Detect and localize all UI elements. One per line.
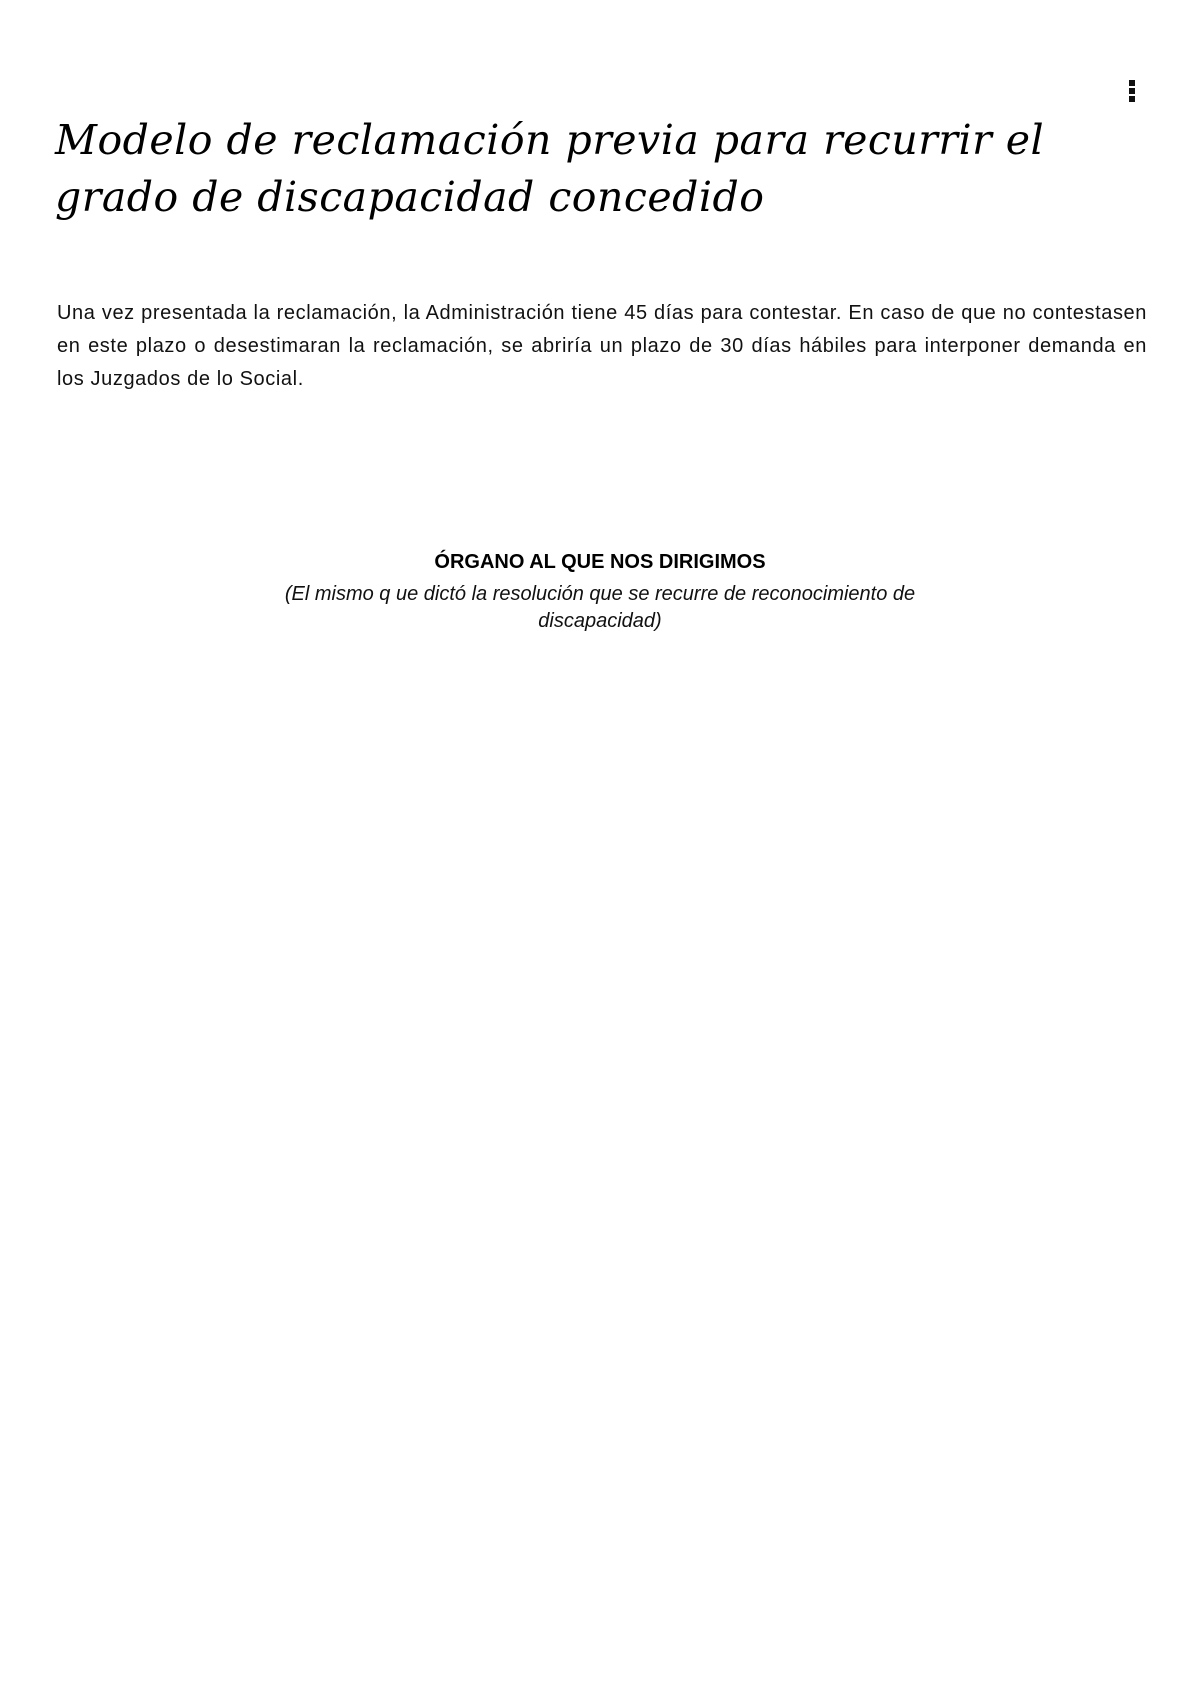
intro-paragraph: Una vez presentada la reclamación, la Administración tiene 45 días para contestar. En caso de que no contestasen en este plazo o desestimaran la reclamación, se abriría un plazo de 30 días hábiles para interponer demanda en los Juzgados de lo Social.	[57, 302, 1147, 390]
addressee-heading: ÓRGANO AL QUE NOS DIRIGIMOS	[434, 551, 766, 573]
more-vertical-icon[interactable]	[1127, 80, 1137, 106]
document-title: Modelo de reclamación previa para recurrir el grado de discapacidad concedido	[55, 116, 1045, 221]
menu-dot	[1129, 88, 1135, 94]
menu-dot	[1129, 96, 1135, 102]
menu-dot	[1129, 80, 1135, 86]
addressee-note: (El mismo q ue dictó la resolución que se recurre de reconocimiento de discapacidad)	[284, 583, 916, 632]
